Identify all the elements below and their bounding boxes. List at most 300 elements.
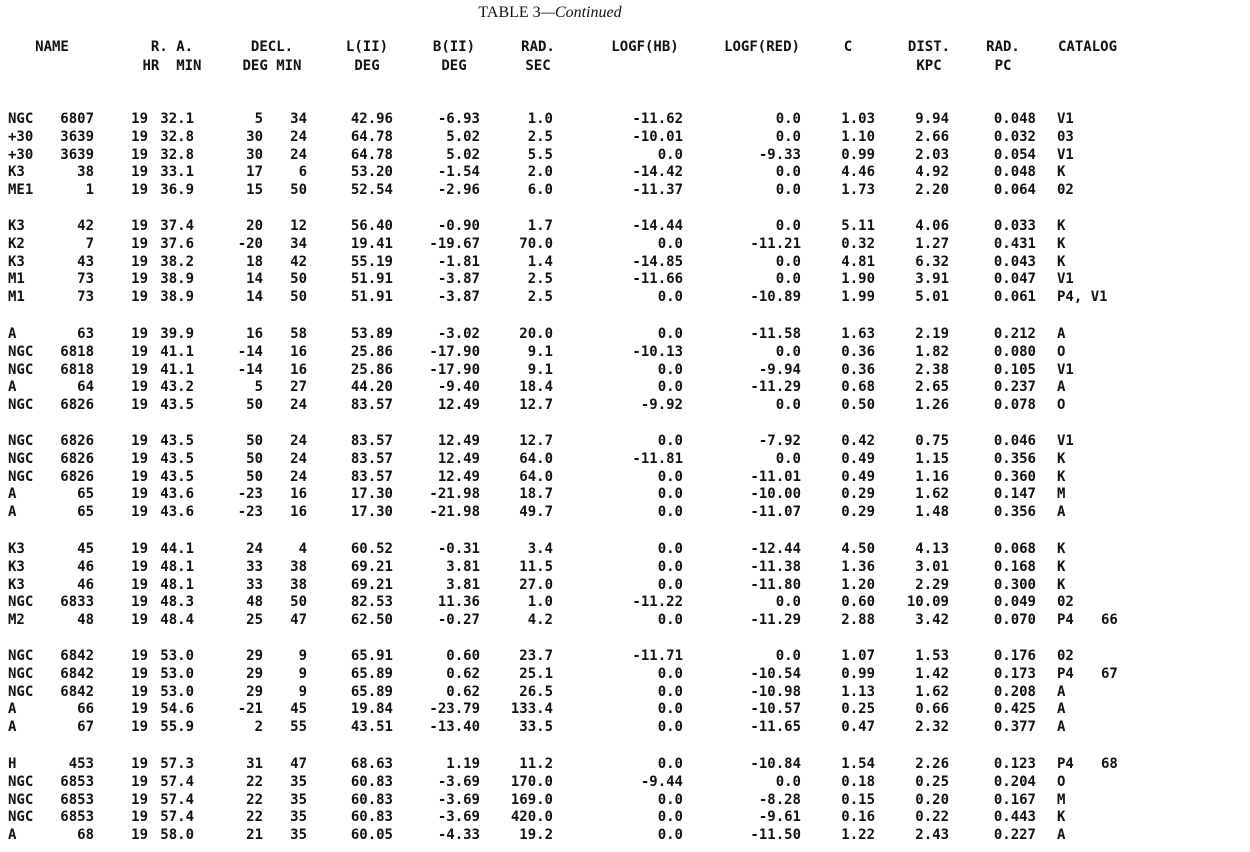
cell-rad-sec: 26.5: [519, 683, 553, 700]
cell-dist-kpc: 1.62: [915, 486, 949, 503]
cell-logf-hb: 0.0: [657, 683, 683, 700]
cell-ra-hr: 19: [131, 773, 148, 790]
cell-name-number: 6807: [60, 111, 94, 127]
cell-l2-deg: 83.57: [350, 397, 393, 414]
cell-decl-deg: 33: [246, 558, 263, 575]
cell-name-prefix: K3: [8, 558, 25, 575]
cell-decl-min: 24: [290, 468, 307, 485]
cell-name-number: 65: [77, 504, 94, 521]
cell-catalog: P4, V1: [1057, 289, 1108, 306]
cell-rad-pc: 0.048: [993, 164, 1036, 181]
cell-decl-min: 47: [290, 612, 307, 629]
cell-ra-hr: 19: [131, 111, 148, 127]
header-b2: B(II): [432, 39, 476, 55]
cell-name-prefix: K3: [8, 253, 25, 270]
cell-catalog: O: [1057, 773, 1066, 790]
cell-rad-sec: 70.0: [519, 235, 553, 252]
cell-decl-min: 9: [298, 648, 307, 664]
cell-l2-deg: 42.96: [350, 111, 393, 127]
cell-logf-hb: 0.0: [657, 361, 683, 378]
cell-b2-deg: -3.87: [437, 271, 480, 288]
cell-ra-min: 48.3: [160, 594, 194, 611]
cell-decl-min: 16: [290, 361, 307, 378]
cell-rad-pc: 0.167: [993, 791, 1036, 808]
header-l2: L(II): [345, 39, 389, 55]
cell-decl-deg: 5: [254, 111, 263, 127]
cell-dist-kpc: 5.01: [915, 289, 949, 306]
cell-logf-red: 0.0: [775, 271, 801, 288]
cell-l2-deg: 25.86: [350, 343, 393, 360]
cell-c-value: 0.99: [841, 665, 875, 682]
cell-ra-min: 44.1: [160, 541, 194, 557]
cell-ra-hr: 19: [131, 182, 148, 199]
cell-logf-hb: -11.66: [632, 271, 683, 288]
cell-c-value: 0.29: [841, 504, 875, 521]
cell-name-prefix: NGC: [8, 343, 34, 360]
cell-decl-min: 4: [298, 541, 307, 557]
cell-name-number: 73: [77, 289, 94, 306]
cell-name-number: 6826: [60, 433, 94, 449]
cell-logf-hb: 0.0: [657, 558, 683, 575]
cell-name-number: 6826: [60, 468, 94, 485]
cell-l2-deg: 17.30: [350, 486, 393, 503]
cell-catalog: M: [1057, 791, 1066, 808]
cell-logf-red: -11.21: [750, 235, 801, 252]
cell-rad-pc: 0.078: [993, 397, 1036, 414]
cell-logf-red: -10.54: [750, 665, 801, 682]
cell-decl-deg: 29: [246, 648, 263, 664]
cell-l2-deg: 82.53: [350, 594, 393, 611]
cell-name-number: 68: [77, 827, 94, 844]
cell-rad-sec: 64.0: [519, 468, 553, 485]
cell-decl-min: 6: [298, 164, 307, 181]
cell-name-prefix: +30: [8, 128, 34, 145]
cell-l2-deg: 43.51: [350, 719, 393, 736]
cell-decl-deg: 16: [246, 326, 263, 342]
cell-rad-sec: 133.4: [510, 701, 553, 718]
cell-decl-deg: 15: [246, 182, 263, 199]
cell-rad-sec: 169.0: [510, 791, 553, 808]
cell-name-prefix: NGC: [8, 809, 34, 826]
cell-ra-hr: 19: [131, 683, 148, 700]
cell-name-number: 63: [77, 326, 94, 342]
cell-rad-pc: 0.054: [993, 146, 1036, 163]
cell-ra-hr: 19: [131, 361, 148, 378]
cell-rad-sec: 4.2: [527, 612, 553, 629]
cell-rad-pc: 0.227: [993, 827, 1036, 844]
cell-l2-deg: 60.83: [350, 791, 393, 808]
cell-logf-red: -11.80: [750, 576, 801, 593]
cell-ra-hr: 19: [131, 576, 148, 593]
cell-dist-kpc: 3.91: [915, 271, 949, 288]
cell-logf-hb: 0.0: [657, 719, 683, 736]
cell-decl-min: 35: [290, 827, 307, 844]
cell-rad-sec: 2.5: [527, 128, 553, 145]
cell-name-number: 6842: [60, 665, 94, 682]
cell-c-value: 0.29: [841, 486, 875, 503]
cell-rad-sec: 9.1: [527, 361, 553, 378]
cell-c-value: 0.25: [841, 701, 875, 718]
cell-rad-sec: 20.0: [519, 326, 553, 342]
cell-ra-hr: 19: [131, 468, 148, 485]
cell-logf-red: 0.0: [775, 773, 801, 790]
header-catalog: CATALOG: [1058, 39, 1118, 55]
cell-l2-deg: 69.21: [350, 576, 393, 593]
cell-l2-deg: 83.57: [350, 468, 393, 485]
cell-ra-hr: 19: [131, 343, 148, 360]
cell-rad-sec: 19.2: [519, 827, 553, 844]
cell-b2-deg: 0.62: [446, 683, 480, 700]
cell-l2-deg: 83.57: [350, 433, 393, 449]
cell-decl-min: 16: [290, 504, 307, 521]
cell-logf-hb: 0.0: [657, 827, 683, 844]
cell-l2-deg: 60.83: [350, 809, 393, 826]
cell-logf-red: -11.58: [750, 326, 801, 342]
cell-catalog: A: [1057, 701, 1066, 718]
cell-l2-deg: 65.91: [350, 648, 393, 664]
cell-dist-kpc: 0.75: [915, 433, 949, 449]
header-decl: DECL.: [250, 39, 294, 55]
cell-rad-pc: 0.047: [993, 271, 1036, 288]
cell-l2-deg: 56.40: [350, 218, 393, 234]
cell-catalog: K: [1057, 164, 1066, 181]
cell-ra-min: 43.6: [160, 486, 194, 503]
cell-rad-pc: 0.105: [993, 361, 1036, 378]
cell-name-prefix: NGC: [8, 791, 34, 808]
cell-logf-red: 0.0: [775, 128, 801, 145]
cell-logf-red: 0.0: [775, 182, 801, 199]
cell-l2-deg: 55.19: [350, 253, 393, 270]
cell-name-number: 6826: [60, 397, 94, 414]
cell-decl-deg: 20: [246, 218, 263, 234]
cell-decl-deg: 21: [246, 827, 263, 844]
cell-name-number: 453: [68, 756, 94, 772]
cell-catalog: V1: [1057, 433, 1074, 449]
cell-logf-hb: 0.0: [657, 791, 683, 808]
cell-decl-min: 34: [290, 235, 307, 252]
cell-logf-hb: 0.0: [657, 701, 683, 718]
cell-c-value: 0.36: [841, 361, 875, 378]
cell-catalog: A: [1057, 504, 1066, 521]
cell-rad-pc: 0.049: [993, 594, 1036, 611]
cell-ra-min: 41.1: [160, 343, 194, 360]
cell-rad-pc: 0.360: [993, 468, 1036, 485]
cell-b2-deg: 3.81: [446, 558, 480, 575]
cell-ra-min: 32.1: [160, 111, 194, 127]
cell-rad-sec: 18.4: [519, 379, 553, 396]
header-rad-sec-sub: SEC: [525, 58, 551, 74]
cell-decl-deg: 22: [246, 809, 263, 826]
cell-name-number: 73: [77, 271, 94, 288]
cell-ra-hr: 19: [131, 218, 148, 234]
header-rad-pc-sub: PC: [994, 58, 1012, 74]
header-c: C: [843, 39, 853, 55]
cell-decl-deg: 17: [246, 164, 263, 181]
cell-dist-kpc: 9.94: [915, 111, 949, 127]
cell-dist-kpc: 10.09: [906, 594, 949, 611]
cell-name-number: 65: [77, 486, 94, 503]
cell-b2-deg: -19.67: [429, 235, 480, 252]
cell-rad-sec: 27.0: [519, 576, 553, 593]
cell-logf-hb: -11.81: [632, 450, 683, 467]
cell-rad-pc: 0.123: [993, 756, 1036, 772]
cell-logf-red: 0.0: [775, 164, 801, 181]
cell-logf-hb: -11.62: [632, 111, 683, 127]
cell-ra-hr: 19: [131, 253, 148, 270]
cell-catalog: K: [1057, 218, 1066, 234]
cell-decl-deg: -14: [237, 343, 263, 360]
cell-dist-kpc: 2.29: [915, 576, 949, 593]
cell-catalog-ref: 66: [1101, 612, 1118, 629]
cell-rad-sec: 64.0: [519, 450, 553, 467]
cell-name-number: 43: [77, 253, 94, 270]
cell-c-value: 1.13: [841, 683, 875, 700]
cell-dist-kpc: 4.13: [915, 541, 949, 557]
cell-logf-hb: 0.0: [657, 326, 683, 342]
cell-decl-min: 45: [290, 701, 307, 718]
cell-logf-red: -9.33: [758, 146, 801, 163]
cell-ra-hr: 19: [131, 665, 148, 682]
cell-ra-min: 53.0: [160, 683, 194, 700]
cell-b2-deg: -23.79: [429, 701, 480, 718]
cell-b2-deg: -21.98: [429, 504, 480, 521]
cell-ra-min: 48.1: [160, 558, 194, 575]
cell-decl-min: 58: [290, 326, 307, 342]
cell-c-value: 1.22: [841, 827, 875, 844]
cell-name-prefix: M2: [8, 612, 25, 629]
cell-logf-red: -9.94: [758, 361, 801, 378]
cell-l2-deg: 60.83: [350, 773, 393, 790]
header-b2-sub: DEG: [441, 58, 467, 74]
cell-decl-min: 35: [290, 791, 307, 808]
cell-dist-kpc: 2.26: [915, 756, 949, 772]
cell-c-value: 5.11: [841, 218, 875, 234]
cell-ra-hr: 19: [131, 486, 148, 503]
cell-rad-sec: 9.1: [527, 343, 553, 360]
cell-name-prefix: M1: [8, 271, 25, 288]
cell-decl-deg: 5: [254, 379, 263, 396]
cell-dist-kpc: 2.38: [915, 361, 949, 378]
cell-catalog: K: [1057, 541, 1066, 557]
cell-c-value: 0.16: [841, 809, 875, 826]
cell-rad-pc: 0.168: [993, 558, 1036, 575]
cell-ra-min: 54.6: [160, 701, 194, 718]
cell-dist-kpc: 2.66: [915, 128, 949, 145]
cell-name-number: 6818: [60, 343, 94, 360]
cell-logf-red: -10.00: [750, 486, 801, 503]
caption-continued: Continued: [554, 4, 622, 21]
cell-name-prefix: A: [8, 701, 17, 718]
cell-l2-deg: 52.54: [350, 182, 393, 199]
cell-b2-deg: -3.69: [437, 809, 480, 826]
cell-logf-hb: 0.0: [657, 541, 683, 557]
cell-dist-kpc: 0.66: [915, 701, 949, 718]
cell-b2-deg: 1.19: [446, 756, 480, 772]
cell-name-prefix: +30: [8, 146, 34, 163]
cell-c-value: 1.73: [841, 182, 875, 199]
cell-decl-deg: 24: [246, 541, 263, 557]
cell-ra-min: 37.4: [160, 218, 194, 234]
cell-ra-min: 39.9: [160, 326, 194, 342]
cell-ra-min: 48.1: [160, 576, 194, 593]
header-logf-red: LOGF(RED): [724, 39, 800, 55]
cell-logf-hb: -9.92: [640, 397, 683, 414]
cell-dist-kpc: 1.16: [915, 468, 949, 485]
cell-l2-deg: 60.05: [350, 827, 393, 844]
cell-c-value: 0.32: [841, 235, 875, 252]
cell-logf-red: -10.57: [750, 701, 801, 718]
cell-logf-red: 0.0: [775, 648, 801, 664]
cell-decl-min: 24: [290, 146, 307, 163]
cell-b2-deg: -0.90: [437, 218, 480, 234]
header-dist: DIST.: [907, 39, 951, 55]
cell-rad-pc: 0.064: [993, 182, 1036, 199]
cell-dist-kpc: 1.26: [915, 397, 949, 414]
cell-l2-deg: 65.89: [350, 683, 393, 700]
cell-rad-pc: 0.212: [993, 326, 1036, 342]
cell-decl-deg: 29: [246, 683, 263, 700]
cell-catalog: V1: [1057, 111, 1074, 127]
cell-catalog: V1: [1057, 271, 1074, 288]
cell-catalog: 02: [1057, 648, 1074, 664]
cell-c-value: 0.68: [841, 379, 875, 396]
cell-decl-deg: 50: [246, 468, 263, 485]
cell-logf-hb: 0.0: [657, 146, 683, 163]
cell-name-number: 6842: [60, 683, 94, 700]
cell-ra-hr: 19: [131, 594, 148, 611]
cell-name-prefix: A: [8, 486, 17, 503]
cell-name-prefix: K3: [8, 218, 25, 234]
cell-c-value: 1.03: [841, 111, 875, 127]
cell-rad-pc: 0.237: [993, 379, 1036, 396]
cell-rad-pc: 0.061: [993, 289, 1036, 306]
cell-rad-sec: 170.0: [510, 773, 553, 790]
cell-ra-hr: 19: [131, 558, 148, 575]
cell-logf-red: -10.89: [750, 289, 801, 306]
cell-logf-hb: -11.37: [632, 182, 683, 199]
cell-name-prefix: M1: [8, 289, 25, 306]
cell-ra-min: 57.4: [160, 791, 194, 808]
cell-ra-hr: 19: [131, 450, 148, 467]
cell-c-value: 1.54: [841, 756, 875, 772]
cell-b2-deg: 12.49: [437, 450, 480, 467]
cell-c-value: 1.63: [841, 326, 875, 342]
cell-decl-min: 50: [290, 594, 307, 611]
cell-rad-pc: 0.033: [993, 218, 1036, 234]
cell-logf-red: -12.44: [750, 541, 801, 557]
cell-b2-deg: -13.40: [429, 719, 480, 736]
cell-b2-deg: -4.33: [437, 827, 480, 844]
cell-rad-pc: 0.443: [993, 809, 1036, 826]
cell-name-number: 3639: [60, 146, 94, 163]
cell-rad-sec: 23.7: [519, 648, 553, 664]
cell-c-value: 1.10: [841, 128, 875, 145]
cell-ra-min: 33.1: [160, 164, 194, 181]
cell-logf-red: -11.29: [750, 379, 801, 396]
cell-name-prefix: NGC: [8, 773, 34, 790]
cell-c-value: 0.60: [841, 594, 875, 611]
cell-decl-min: 16: [290, 343, 307, 360]
cell-rad-sec: 12.7: [519, 397, 553, 414]
cell-name-prefix: NGC: [8, 683, 34, 700]
cell-ra-min: 38.9: [160, 271, 194, 288]
cell-name-number: 6826: [60, 450, 94, 467]
cell-name-prefix: A: [8, 379, 17, 396]
cell-rad-pc: 0.431: [993, 235, 1036, 252]
cell-name-number: 6853: [60, 773, 94, 790]
cell-ra-hr: 19: [131, 128, 148, 145]
cell-rad-sec: 6.0: [527, 182, 553, 199]
cell-rad-pc: 0.356: [993, 450, 1036, 467]
cell-name-prefix: A: [8, 504, 17, 521]
cell-logf-hb: -10.01: [632, 128, 683, 145]
cell-ra-min: 41.1: [160, 361, 194, 378]
cell-rad-pc: 0.043: [993, 253, 1036, 270]
cell-c-value: 0.49: [841, 468, 875, 485]
cell-logf-hb: 0.0: [657, 486, 683, 503]
cell-name-prefix: NGC: [8, 361, 34, 378]
cell-decl-deg: 33: [246, 576, 263, 593]
cell-name-prefix: NGC: [8, 648, 34, 664]
cell-rad-pc: 0.356: [993, 504, 1036, 521]
cell-b2-deg: -6.93: [437, 111, 480, 127]
cell-ra-min: 43.5: [160, 433, 194, 449]
cell-ra-min: 57.3: [160, 756, 194, 772]
header-rad-sec: RAD.: [521, 39, 555, 55]
cell-dist-kpc: 1.48: [915, 504, 949, 521]
cell-decl-deg: 50: [246, 433, 263, 449]
cell-dist-kpc: 2.20: [915, 182, 949, 199]
cell-name-prefix: ME1: [8, 182, 34, 199]
cell-catalog: 02: [1057, 594, 1074, 611]
cell-decl-min: 34: [290, 111, 307, 127]
header-decl-sub: DEG MIN: [242, 58, 302, 74]
cell-c-value: 0.50: [841, 397, 875, 414]
cell-name-number: 45: [77, 541, 94, 557]
cell-c-value: 1.07: [841, 648, 875, 664]
cell-decl-deg: -20: [237, 235, 263, 252]
cell-l2-deg: 64.78: [350, 128, 393, 145]
cell-name-prefix: A: [8, 326, 17, 342]
cell-ra-hr: 19: [131, 235, 148, 252]
cell-decl-deg: 48: [246, 594, 263, 611]
cell-rad-sec: 1.7: [527, 218, 553, 234]
cell-l2-deg: 83.57: [350, 450, 393, 467]
cell-decl-deg: -23: [237, 486, 263, 503]
cell-logf-red: -11.29: [750, 612, 801, 629]
cell-ra-hr: 19: [131, 289, 148, 306]
cell-rad-pc: 0.048: [993, 111, 1036, 127]
cell-logf-hb: 0.0: [657, 235, 683, 252]
cell-logf-hb: -11.71: [632, 648, 683, 664]
cell-rad-pc: 0.173: [993, 665, 1036, 682]
cell-ra-min: 53.0: [160, 665, 194, 682]
cell-ra-min: 57.4: [160, 773, 194, 790]
cell-logf-red: 0.0: [775, 397, 801, 414]
cell-dist-kpc: 1.42: [915, 665, 949, 682]
cell-ra-hr: 19: [131, 326, 148, 342]
cell-name-prefix: NGC: [8, 468, 34, 485]
cell-decl-min: 38: [290, 558, 307, 575]
cell-name-prefix: NGC: [8, 665, 34, 682]
cell-l2-deg: 19.84: [350, 701, 393, 718]
cell-l2-deg: 64.78: [350, 146, 393, 163]
cell-logf-red: 0.0: [775, 594, 801, 611]
cell-rad-sec: 3.4: [527, 541, 553, 557]
cell-rad-sec: 1.0: [527, 111, 553, 127]
cell-logf-red: -11.01: [750, 468, 801, 485]
cell-catalog: V1: [1057, 146, 1074, 163]
